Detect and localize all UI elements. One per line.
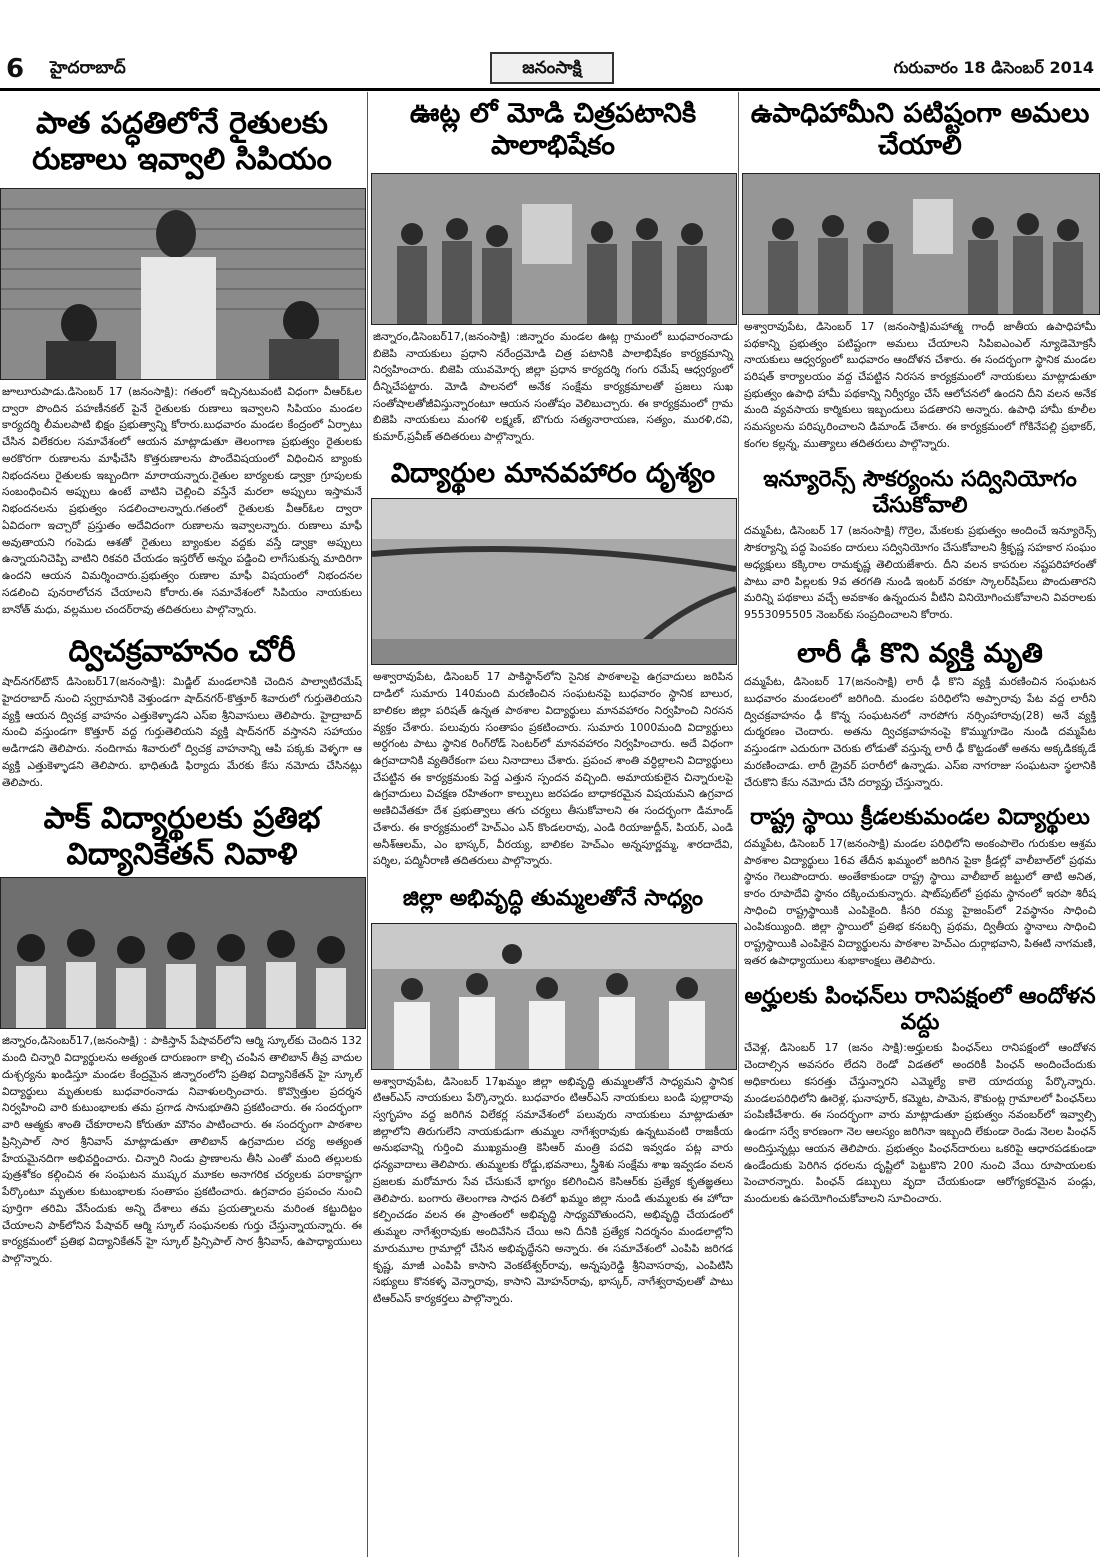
page-header	[0, 52, 1100, 88]
column-left	[0, 92, 364, 1268]
article-body: అశ్వారావుపేట, డిసెంబర్ 17 (జనంసాక్షి)మహాత్మ గాంధీ జాతీయ ఉపాధిహామీ పథకాన్ని ప్రభుత్వం పటిష్టంగా అమలు చేయాలని సిపిఐఎంఎల్ న్యూడెమోక్రసీ నాయకులు ఆధ్వర్యంలో బుధవారం ఆందోళన చేశారు. ఈ సందర్భంగా స్థానిక మండల పరిషత్ కార్యాలయం వద్ద చేపట్టిన నిరసన కార్యక్రమంలో నాయకులు మాట్లాడుతూ ప్రభుత్వం ఉపాధి హామీ పథకాన్ని నిర్వీర్యం చేసే ఆలోచనలో ఉందని దీని వలన అనేక మంది వ్యవసాయ కార్మికులు ఇబ్బందులు పడతారని అన్నారు. ఉపాధి హామీ కూలీల సమస్యలను పరిష్కరించాలని డిమాండ్ చేశారు. ఈ కార్యక్రమంలో గోకినేపల్లి ప్రభాకర్, కంగల కల్లన్న, ముత్యాలు తదితరులు పాల్గొన్నారు.	[744, 319, 1096, 450]
photo-leaders-seated	[372, 924, 736, 1069]
article-body: షాద్‌నగర్‌టౌన్ డిసెంబర్17(జనంసాక్షి): మిడ్జిల్ మండలానికి చెందిన పాల్వాటిరమేష్ హైదరాబాద్ నుంచి స్వగ్రామానికి వెళ్తుండగా షాద్‌నగర్-కొత్తూర్ శివారులో గుర్తుతెలియని వ్యక్తి ఆయన ద్విచక్ర వాహనం ఎత్తుకెళ్ళాడని ఎస్‌ఐ శ్రీనివాసులు తెలిపారు. హైద్రాబాద్ నుంచి వస్తుండగా కొత్తూర్ వద్ద గుర్తుతెలియని వ్యక్తి షాద్‌నగర్ వస్తానని సహాయం అడిగాడని తెలిపారు. నందిగామ శివారులో ద్విచక్ర వాహనాన్ని ఆపి పక్కకు వెళ్ళగా ఆ వ్యక్తి ఎత్తుకెళ్ళాడని తెలిపారు. భాధితుడి ఫిర్యాదు మేరకు కేసు నమోదు చేసినట్లు తెలిపారు.	[2, 675, 362, 789]
article-photo	[742, 173, 1100, 315]
article-body: జూలూరుపాడు.డిసెంబర్ 17 (జనంసాక్షి): గతంలో ఇచ్చినటువంటి విధంగా వీఆర్‌ఓల ద్వారా పొందిన పహణీనకల్ పైనే రైతులకు రుణాలు ఇవ్వాలని సిపియం మండల కార్యదర్శి లీమలపాటి భిక్షం ప్రభుత్వాన్ని కోరారు.బుధవారం మండల కేంద్రంలో ఏర్పాటు చేసిన విలేకరుల సమావేశంలో ఆయన మాట్లాడుతూ తెలంగాణ ప్రభుత్వం రైతులకు అరకొరగా రుణాలను మాఫీచేసి కొత్తరుణాలను పొందేవిషయంలో విధించిన బ్యాంకు నిభందనలు రైతులకు ఇబ్బందిగా మారాయన్నారు.రైతుల బార్యలకు డ్వాక్రా గ్రూపులకు సంబంధించిన అప్పులు ఉంటే వాటిని చెల్లించి వస్తేనే మరలా అప్పులు ఇస్తామనే నిభందనలను ప్రభుత్వం సడలించాలన్నారు.గతంలో రైతులకు వీఆర్‌ఓల ద్వారా ఏవిదంగా ఇచ్చారో ప్రస్తుతం అదేవిదంగా రుణాలను ఇవ్వాలన్నారు. రుణాలు మాఫీ అవుతాయని గంపెడు ఆశతో రైతులు బ్యాంకుల వద్దకు వస్తే డ్వాక్రా అప్పులు ఉన్నాయనిచెప్పి వాటిని రికవరి చేయడం ఇస్తరోల్ అన్నం పడ్డించి లాగేసుకున్న మాదిరిగా ఉందని ఆయన విమర్శించారు.ప్రభుత్వం రుణాల మాఫీ విషయంలో నిభందనల సడలించి పునరాలోచన చేయాలని కోరారు.ఈ సమావేశంలో సిపియం నాయకులు బానోత్ మధు, వల్లముల చందర్‌రావు తదితరులు పాల్గొన్నారు.	[2, 385, 362, 616]
photo-protest-group	[743, 174, 1099, 314]
article-photo	[371, 498, 737, 665]
article-body: దమ్మపేట, డిసెంబర్ 17(జనంసాక్షి) లారీ ఢీ కొని వ్యక్తి మరణించిన సంఘటన బుధవారం మండలంలో జరిగింది. మండల పరిధిలోని అప్పారావు పేట వద్ద లారీని ద్విచక్రవాహనం ఢీ కొన్న సంఘటనలో నారపోగు నర్సింహారావు(28) అనే వ్యక్తి దుర్మరణం చెందారు. అతను ద్విచక్రవాహనంపై కొమ్ముగూడెం నుండి దమ్మపేట వస్తుండగా ఎదురుగా చెరుకు లోడుతో వస్తున్న లారీ ఢీ కొట్టడంతో అతను అక్కడికక్కడే మరణించాడు. లారీ డ్రైవర్ పరారీలో ఉన్నాడు. ఎస్ఐ నాగరాజు సంఘటనా స్థలానికి చేరుకొని కేసు నమోదు చేసి దర్యాప్తు చేస్తున్నారు.	[744, 675, 1096, 789]
photo-human-chain-road	[372, 499, 736, 664]
article-photo	[371, 173, 737, 325]
column-middle	[371, 92, 735, 1308]
article-body: దమ్మపేట, డిసెంబర్ 17 (జనంసాక్షి) గొర్రెల, మేకలకు ప్రభుత్వం అందించే ఇన్యూరెన్స్ సౌకర్యాన్ని పద్ధ పెంపకం దారులు సద్వినియోగం చేసుకోవాలని శ్రీకృష్ణ సహకార సంఘం అధ్యక్షులు కక్కిరాల రామకృష్ణ తెలియజేశారు. దీని వలన కాపరుల నష్టపరిహారంతో పాటు వారి పిల్లలకు 9వ తరగతి నుండి ఇంటర్ వరకూ స్కాలర్‌షిప్‌లు పొందుతారని మరిన్ని పథకాలు వచ్చే అవకాశం ఉన్నందున వీటిని వినియోగించుకోవాలని వివరాలకు 9553095505 నెంబర్‌కు సంప్రదించాలని కోరారు.	[744, 524, 1096, 622]
article-headline: ఉపాధిహామీని పటిష్టంగా అమలు చేయాలి	[750, 98, 1090, 162]
article-headline: అర్హులకు పింఛన్‌లు రానిపక్షంలో ఆందోళన వద్దు	[744, 983, 1096, 1036]
photo-portrait-ceremony	[372, 174, 736, 324]
article-headline: విద్యార్థుల మానవహారం దృశ్యం	[390, 457, 716, 489]
article-headline: పాక్ విద్యార్థులకు ప్రతిభ విద్యానికేతన్ నివాళి	[43, 801, 321, 873]
article-body: జిన్నారం,డిసెంబర్17,(జనంసాక్షి) :జిన్నారం మండల ఊట్ల గ్రామంలో బుధవారంనాడు బిజెపి నాయకులు ప్రధాని నరేంద్రమోడి చిత్ర పటానికి పాలాభిషేకం కార్యక్రమాన్ని నిర్వహించారు. బిజెపి యువమోర్చ జిల్లా ప్రధాన కార్యదర్శి గంగు రమేష్ ఆధ్వర్యంలో దీన్నిచేపట్టారు. మోడి పాలనలో అనేక సంక్షేమ కార్యక్రమాలతో ప్రజలు సుఖ సంతోషాలతోజీవిస్తున్నారంటూ ఆయన సంతోషం వెలిబుచ్చారు. ఈ కార్యక్రమంలో గ్రామ బిజెపి నాయకులు మంగళి లక్ష్మణ్, బొగురు సత్యనారాయణ, సత్యం, మురళి,రవి, కుమార్,ప్రవీణ్ తదితరులు పాల్గొన్నారు.	[373, 329, 733, 444]
masthead-logo: జనంసాక్షి	[490, 52, 614, 84]
column-divider	[738, 92, 739, 1557]
article-body: జిన్నారం,డిసెంబర్17,(జనంసాక్షి) : పాకిస్తాన్ పేషావర్‌లోని ఆర్మి స్కూల్‌కు చెందిన 132 మంది చిన్నారి విద్యార్థులను అత్యంత దారుణంగా కాల్చి చంపిన తాలిబాన్ తీవ్ర వాదుల దుశ్చర్యను ఖండిస్తూ మండల కేంద్రమైన జిన్నారంలోని ప్రతిభ విద్యానికేతన్ హై స్కూల్ విద్యార్థులు మృతులకు బుధవారంనాడు నివాళులర్పించారు. కొవ్వొత్తుల ప్రదర్శన నిర్వహించి వారి కుటుంభాలకు తమ ప్రగాడ సానుభూతిని ప్రకటించారు. ఈ సందర్భంగా వారి ఆత్మకు శాంతి చేకూరాలని కోరుతూ మౌనం పాటించారు. ఈ సందర్భంగా పాఠశాల ప్రిన్సిపాల్ సార శ్రీనివాస్ మాట్లాడుతూ తాలిబాన్ ఉగ్రవాదుల చర్య అత్యంత హేయమైనదిగా అభివర్ణించారు. చిన్నారి నిండు ప్రాణాలను తీసి ఎంతో మంది తల్లులకు పుత్రశోకం కల్గించిన ఈ సంఘటన ముష్కర మూకల అనాగరిక చర్యలకు పరాకాష్టగా పేర్కొంటూ మృతుల కుటుంభాలకు సంతాపం ప్రకటించారు. ఉగ్రవాదం ప్రపంచం నుంచి పూర్తిగా తరిమి వేసేందుకు అన్ని దేశాలు తమ ప్రయత్నాలను మరింత కట్టుదిట్టం చేయాలని పాక్‌లోనిన పేషావర్ ఆర్మి స్కూల్ సంఘనలకు గుర్తు చేస్తున్నాయన్నారు. ఈ కార్యక్రమంలో ప్రతిభ విద్యానికేతన్ హై స్కూల్ ప్రిన్సిపాల్ సార శ్రీనివాస్, ఉపాధ్యాయులు పాల్గొన్నారు.	[2, 1034, 362, 1265]
article-headline: ద్విచక్రవాహనం చోరీ	[68, 634, 296, 670]
page-number: 6	[6, 54, 25, 84]
photo-students-candles	[1, 878, 365, 1028]
column-divider	[367, 92, 368, 1557]
article-body: చేవెళ్ల, డిసెంబర్ 17 (జనం సాక్షి):అర్హులకు పింఛన్‌లు రానిపక్షంలో ఆందోళన చెందాల్సిన అవసరం లేదని రెండో విడతలో అందరికీ పింఛన్ అందించేందుకు అధికారులు కసరత్తు చేస్తున్నారని ఎమ్మెల్యే కాలె యాదయ్య పేర్కొన్నారు. మండలపరిధిలోని ఊరెళ్ల, ఘనాపూర్, కమ్మెట, పామెన, కౌకుంట్ల గ్రామాలలో పింఛన్‌లు పంపిణీచేశారు. ఈ సందర్భంగా వారు మాట్లాడుతూ ప్రభుత్వం నవంబర్‌లో ఇవ్వాల్సి ఉండగా సర్వే కారణంగా నెల ఆలస్యం జరిగినా ఇబ్బంది లేకుండా రెండు నెలల పింఛన్ అందిస్తున్నట్లు ఆయన తెలిపారు. ప్రభుత్వం పింఛన్‌దారులు ఒకరిపై ఆధారపడకుండా ఉండేందుకు పెరిగిన ధరలను దృష్టిలో పెట్టుకొని 200 నుంచి వేయి రూపాయలకు పెంచారన్నారు. పింఛన్ డబ్బులు వృదా చేయకుండా ఆరోగ్యకరమైన పండ్లు, మందులకు ఉపయోగించుకోవాలని సూచించారు.	[744, 1041, 1096, 1206]
article-photo	[0, 188, 366, 380]
article-headline: రాష్ట్ర స్థాయి క్రీడలకుమండల విద్యార్థులు	[750, 805, 1090, 831]
article-body: అశ్వారావుపేట, డిసెంబర్ 17 పాకిస్థాన్‌లోని సైనిక పాఠశాలపై ఉగ్రవాదులు జరిపిన దాడిలో సుమారు 140మంది మరణించిన సంఘటనపై బుధవారం స్థానిక బాలుర, బాలికల జిల్లా పరిషత్ ఉన్నత పాఠశాల విద్యార్థులు మానవహారం నిర్వహించి నిరసన వ్యక్తం చేశారు. పలువురు సంతాపం ప్రకటించారు. సుమారు 1000మంది విద్యార్థులు అర్ధగంట పాటు స్థానిక రింగ్‌రోడ్ సెంటర్‌లో మానవహారం నిర్వహించారు. అదే విధంగా ఉగ్రవాదానికి వ్యతిరేకంగా పలు నినాదాలు చేశారు. ప్రపంచ శాంతి వర్ధిల్లాలని విద్యార్థులు చేపట్టిన ఈ కార్యక్రమంకు పెద్ద ఎత్తున స్పందన వచ్చింది. అమాయకులైన చిన్నారులపై ఉగ్రవాదులు విచక్షణ రహితంగా కాల్పులు జరపడం బాధాకరమైన విషయమని ఉగ్రవాద అణిచివేతకూ దేశ ప్రభుత్వాలు తగు చర్యలు తీసుకోవాలని ఈ సందర్భంగా డిమాండ్ చేశారు. ఈ కార్యక్రమంలో హెచ్‌ఎం ఎన్ కొండలరావు, ఎండి రియాజుద్దీన్, పియర్, ఎండి అనీశ్‌ఆలమ్, ఎం భాస్కర్, వీరయ్య, బాలికల హెచ్‌ఎం అన్నపూర్ణమ్మ, శారదాదేవి, పర్శిల, పద్మినీరాణి తదితరులు పాల్గొన్నారు.	[373, 670, 733, 868]
article-body: దమ్మపేట, డిసెంబర్ 17(జనంసాక్షి) మండల పరిధిలోని అంకంపాలెం గురుకుల ఆశ్రమ పాఠశాల విద్యార్థులు 16వ తేదీన ఖమ్మంలో జరిగిన పైకా క్రీడల్లో వాలీబాల్‌లో ప్రథమ స్థానం గెలుపొందారు. అంతేకాకుండా రాష్ట్ర స్థాయి వాలీబాల్ జట్టులో తాటి అనిత, కారం రూపాదేవి స్థానం దక్కించుకున్నారు. షాట్‌పుట్‌లో ప్రథమ స్థానంలో ఇరపా శిరీష సాధించి రాష్ట్రస్థాయికి ఎంపికైంది. కీసరి రమ్య హైజంప్‌లో 2వస్థానం సాధించి ఎంపికయ్యింది. జిల్లా స్థాయిలో ప్రతిభ కనబర్చి ప్రథమ, ద్వితీయ స్థానాలు సాధించి రాష్ట్రస్థాయికి ఎంపికైన విద్యార్థులను పాఠశాల హెచ్‌ఎం దుర్గాభవాని, పిఈటి నాగమణి, ఇతర ఉపాధ్యాయులు శుభాకాంక్షలు తెలిపారు.	[744, 836, 1096, 967]
edition-city: హైదరాబాద్	[50, 58, 126, 78]
article-headline: పాత పద్ధతిలోనే రైతులకు రుణాలు ఇవ్వాలి సిపియం	[32, 106, 332, 177]
article-photo	[371, 923, 737, 1070]
article-photo	[0, 877, 366, 1029]
article-headline: జిల్లా అభివృద్ధి తుమ్మలతోనే సాధ్యం	[402, 886, 704, 912]
article-headline: లారీ ఢీ కొని వ్యక్తి మృతి	[797, 637, 1043, 669]
article-headline: ఊట్ల లో మోడి చిత్రపటానికి పాలాభిషేకం	[409, 98, 697, 162]
article-body: అశ్వారావుపేట, డిసెంబర్ 17ఖమ్మం జిల్లా అభివృద్ధి తుమ్మలతోనే సాధ్యమని స్థానిక టిఆర్‌ఎస్ నాయకులు పేర్కొన్నారు. బుధవారం టిఆర్‌ఎస్ నాయకులు బండి పుల్లారావు స్వగృహం వద్ద జరిగిన విలేకర్ల సమావేశంలో పలువురు నాయకులు మాట్లాడుతూ జిల్లాలోని తిరుగులేని నాయకుడుగా తుమ్మల నాగేశ్వరావుకు ఉన్నటువంటి రాజకీయ అనుభవాన్ని గుర్తించి ముఖ్యమంత్రి కెసిఆర్ మంత్రి పదవి ఇవ్వడం పట్ల వారు ధన్యవాదాలు తెలిపారు. తుమ్మలకు రోడ్డు,భవనాలు, స్త్రీశిశు సంక్షేమ శాఖ ఇవ్వడం వలన ప్రజలకు మరోమారు సేవ చేసుకునే భాగ్యం కలిగించిన కెసిఆర్‌కు ప్రత్యేక కృతజ్ఞతలు తెలిపారు. బంగారు తెలంగాణ సాధన దిశలో ఖమ్మం జిల్లా నుండి తుమ్మలకు ఈ హోదా కల్పించడం వలన ఈ ప్రాంతంలో అభివృద్ధి సాధ్యమౌతుందని, అభివృద్ధి చేయడంలో తుమ్మల నాగేశ్వరావుకు అందివేసిన చేయి అని దీనికి ప్రత్యేక నిదర్శనం మండలాల్లోని మారుమూల గ్రామాల్లో చేసిన అభివృద్ధేనని అన్నారు. ఈ సమావేశంలో ఎంపిపి జరిగడ కృష్ణ, మాజీ ఎంపిపి కాసాని వెంకటేశ్వర్‌రావు, అన్నపురెడ్డి శ్రీనివాసరావు, ఎంపిటిసి సభ్యులు కొనకళ్ళ వెన్నారావు, కాసాని మోహన్‌రావు, భాస్కర్, నాగేశ్వరావులతో పాటు టిఆర్‌ఎస్ కార్యకర్తలు పాల్గొన్నారు.	[373, 1074, 733, 1306]
article-headline: ఇన్యూరెన్స్ సౌకర్యంను సద్వినియోగం చేసుకోవాలి	[763, 466, 1077, 519]
column-right	[742, 92, 1098, 1208]
issue-date: గురువారం 18 డిసెంబర్ 2014	[893, 58, 1094, 77]
header-rule	[0, 88, 1100, 91]
photo-shutter-men	[1, 189, 365, 379]
